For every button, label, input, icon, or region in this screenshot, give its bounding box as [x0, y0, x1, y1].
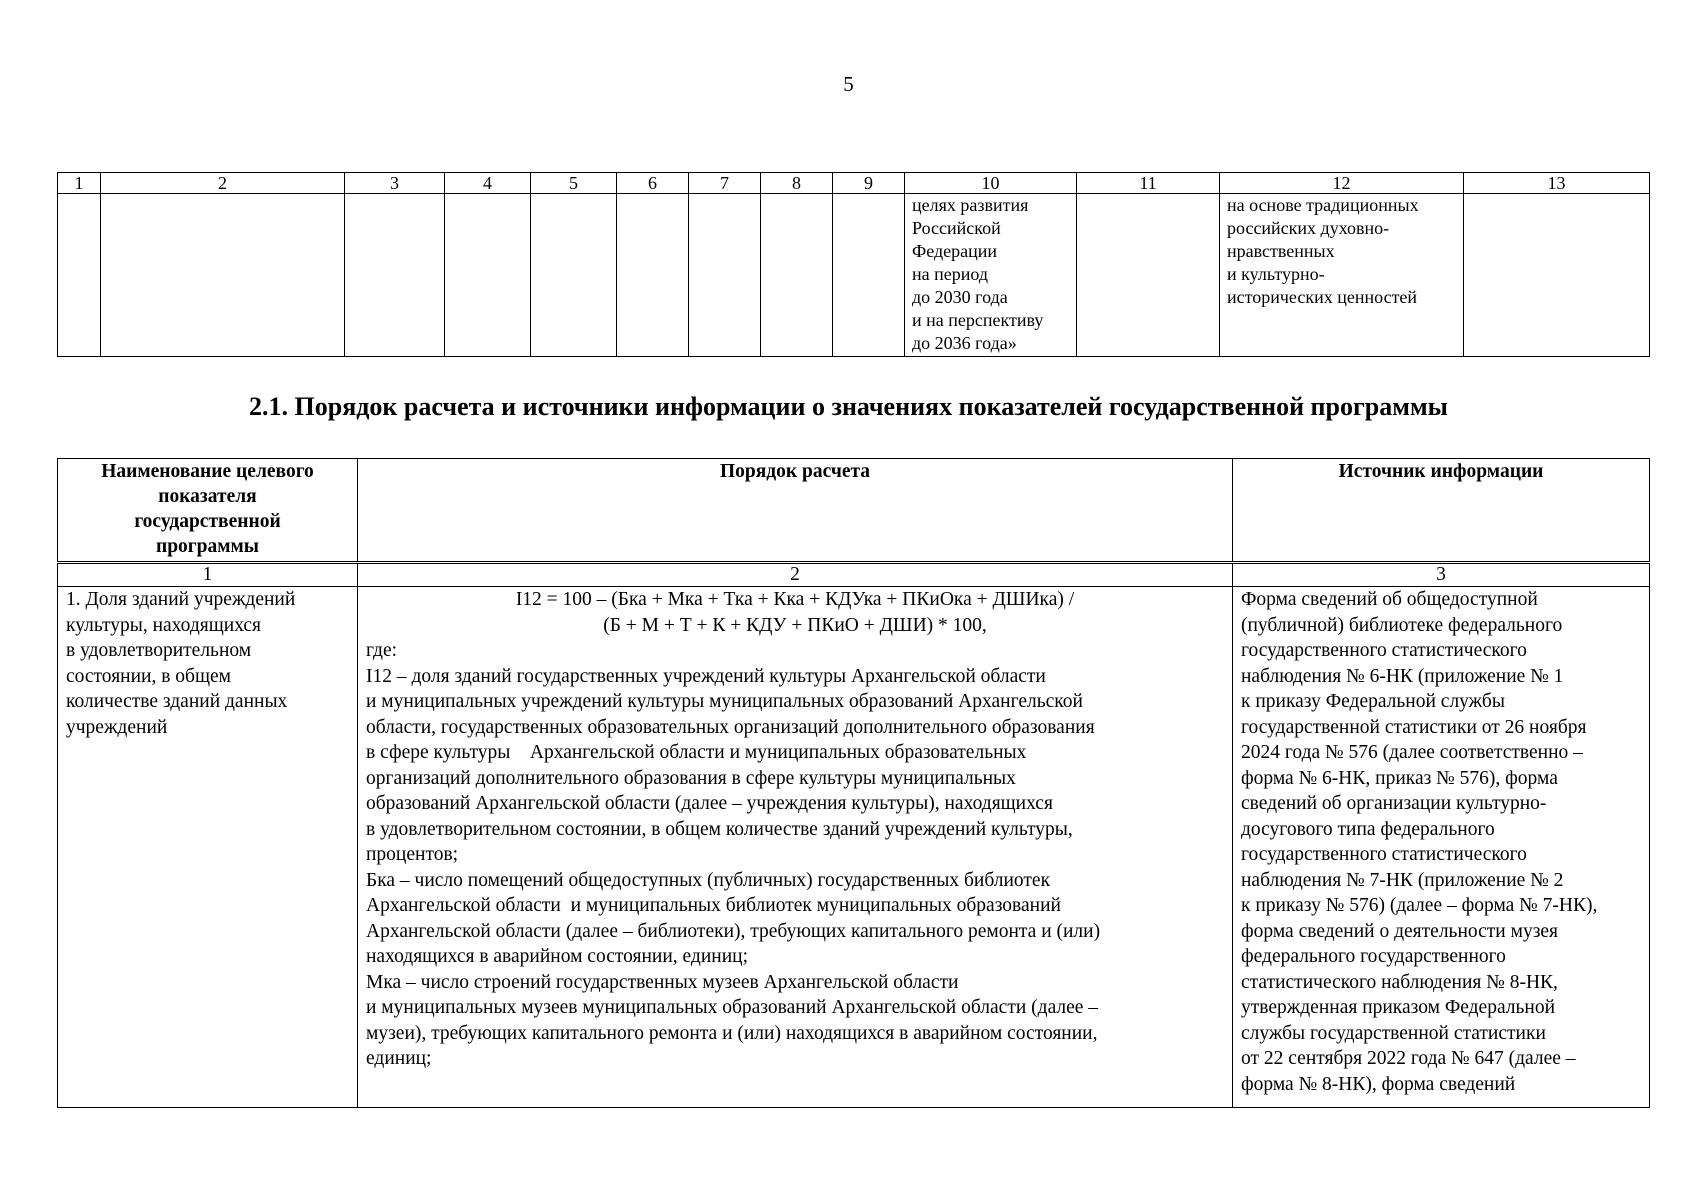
section-title: 2.1. Порядок расчета и источники информации о значениях показателей государственной программы: [249, 392, 1448, 421]
cell-empty: [1077, 194, 1220, 357]
header-calc: Порядок расчета: [358, 459, 1233, 563]
text-line: от 22 сентября 2022 года № 647 (далее –: [1241, 1048, 1576, 1069]
source-cell: [1233, 587, 1650, 1108]
col-number: 4: [445, 173, 531, 194]
text-line: Архангельской области (далее – библиотеки), требующих капитального ремонта и (или): [366, 920, 1101, 942]
text-line: к приказу № 576) (далее – форма № 7-НК),: [1241, 895, 1598, 916]
col-number: 1: [58, 563, 358, 587]
text-line: единиц;: [366, 1048, 432, 1069]
text-line: где:: [366, 640, 398, 661]
text-line: организаций дополнительного образования в сфере культуры муниципальных: [366, 767, 1016, 789]
cell-empty: [833, 194, 905, 357]
cell-empty: [761, 194, 833, 357]
text-line: культуры, находящихся: [66, 614, 262, 636]
text-line: форма № 6-НК, приказ № 576), форма: [1241, 767, 1558, 789]
col-number: 2: [358, 563, 1233, 587]
text-line: форма № 8-НК), форма сведений: [1241, 1073, 1516, 1095]
text-line: на период: [912, 264, 989, 284]
text-line: форма сведений о деятельности музея: [1241, 920, 1559, 942]
table-row: [58, 587, 1650, 1108]
text-line: статистического наблюдения № 8-НК,: [1241, 971, 1558, 993]
text-line: состоянии, в общем: [66, 665, 231, 687]
text-line: и муниципальных музеев муниципальных образований Архангельской области (далее –: [366, 997, 1099, 1018]
col-number: 13: [1464, 173, 1650, 194]
text-line: целях развития: [912, 195, 1029, 215]
text-line: 2024 года № 576 (далее соответственно –: [1241, 742, 1583, 763]
column-number-row: [58, 173, 1650, 194]
text-line: и культурно-: [1227, 264, 1325, 284]
page-number: 5: [843, 72, 854, 96]
cell-empty: [617, 194, 689, 357]
col-number: 12: [1220, 173, 1464, 194]
text-line: службы государственной статистики: [1241, 1022, 1546, 1044]
cell-empty: [101, 194, 345, 357]
col-number: 3: [345, 173, 445, 194]
text-line: к приказу Федеральной службы: [1241, 691, 1505, 712]
col-number: 9: [833, 173, 905, 194]
text-line: досугового типа федерального: [1241, 818, 1495, 840]
text-line: в удовлетворительном: [66, 640, 252, 661]
formula-line: (Б + М + Т + К + КДУ + ПКиО + ДШИ) * 100,: [603, 614, 987, 636]
text-line: Архангельской области и муниципальных библиотек муниципальных образований: [366, 895, 1061, 916]
text-line: российских духовно-: [1227, 218, 1390, 238]
col-number: 6: [617, 173, 689, 194]
text-line: и на перспективу: [912, 310, 1044, 330]
text-line: (публичной) библиотеке федерального: [1241, 614, 1563, 636]
text-line: в сфере культуры Архангельской области и муниципальных образовательных: [366, 742, 1027, 763]
cell-col10: [905, 194, 1077, 357]
text-line: находящихся в аварийном состоянии, единиц;: [366, 946, 749, 967]
header-line: государственной: [134, 511, 281, 532]
col-number: 3: [1233, 563, 1650, 587]
text-line: до 2030 года: [912, 287, 1008, 307]
text-line: федерального государственного: [1241, 946, 1506, 967]
text-line: в удовлетворительном состоянии, в общем количестве зданий учреждений культуры,: [366, 818, 1073, 840]
text-line: I12 – доля зданий государственных учреждений культуры Архангельской области: [366, 665, 1046, 687]
text-line: образований Архангельской области (далее – учреждения культуры), находящихся: [366, 793, 1053, 814]
text-line: до 2036 года»: [912, 333, 1017, 353]
cell-empty: [531, 194, 617, 357]
header-row: [58, 459, 1650, 563]
text-line: области, государственных образовательных организаций дополнительного образования: [366, 716, 1095, 738]
col-number: 7: [689, 173, 761, 194]
text-line: процентов;: [366, 844, 459, 865]
text-line: Бка – число помещений общедоступных (публичных) государственных библиотек: [366, 869, 1051, 891]
header-line: Наименование целевого: [101, 461, 314, 482]
text-line: на основе традиционных: [1227, 195, 1419, 215]
text-line: Российской: [912, 218, 1001, 238]
text-line: Мка – число строений государственных музеев Архангельской области: [366, 971, 959, 993]
calculation-table: [57, 458, 1650, 1108]
calculation-cell: [358, 587, 1233, 1108]
col-number: 8: [761, 173, 833, 194]
cell-empty: [58, 194, 101, 357]
cell-empty: [689, 194, 761, 357]
text-line: Форма сведений об общедоступной: [1241, 589, 1538, 610]
indicator-table-continuation: [57, 172, 1650, 357]
text-line: музеи), требующих капитального ремонта и (или) находящихся в аварийном состоянии,: [366, 1022, 1098, 1044]
col-number: 11: [1077, 173, 1220, 194]
table-row: [58, 194, 1650, 357]
col-number: 5: [531, 173, 617, 194]
col-number: 10: [905, 173, 1077, 194]
header-line: программы: [155, 536, 260, 557]
cell-empty: [345, 194, 445, 357]
header-name: [58, 459, 358, 563]
text-line: наблюдения № 6-НК (приложение № 1: [1241, 665, 1564, 687]
col-number: 2: [101, 173, 345, 194]
text-line: государственного статистического: [1241, 640, 1527, 661]
text-line: Федерации: [912, 241, 998, 261]
header-line: показателя: [158, 486, 257, 507]
col-number: 1: [58, 173, 101, 194]
text-line: наблюдения № 7-НК (приложение № 2: [1241, 869, 1564, 891]
cell-empty: [1464, 194, 1650, 357]
text-line: исторических ценностей: [1227, 287, 1418, 307]
text-line: государственной статистики от 26 ноября: [1241, 716, 1587, 738]
cell-col12: [1220, 194, 1464, 357]
column-number-row: [58, 563, 1650, 587]
text-line: 1. Доля зданий учреждений: [66, 589, 296, 610]
text-line: утвержденная приказом Федеральной: [1241, 997, 1556, 1018]
text-line: государственного статистического: [1241, 844, 1527, 865]
text-line: сведений об организации культурно-: [1241, 793, 1547, 814]
formula-line: I12 = 100 – (Бка + Мка + Тка + Кка + КДУка + ПКиОка + ДШИка) /: [515, 589, 1075, 610]
cell-empty: [445, 194, 531, 357]
text-line: учреждений: [66, 716, 168, 738]
header-source: Источник информации: [1233, 459, 1650, 563]
text-line: количестве зданий данных: [66, 691, 288, 712]
text-line: и муниципальных учреждений культуры муниципальных образований Архангельской: [366, 691, 1083, 712]
text-line: нравственных: [1227, 241, 1335, 261]
indicator-name-cell: [58, 587, 358, 1108]
